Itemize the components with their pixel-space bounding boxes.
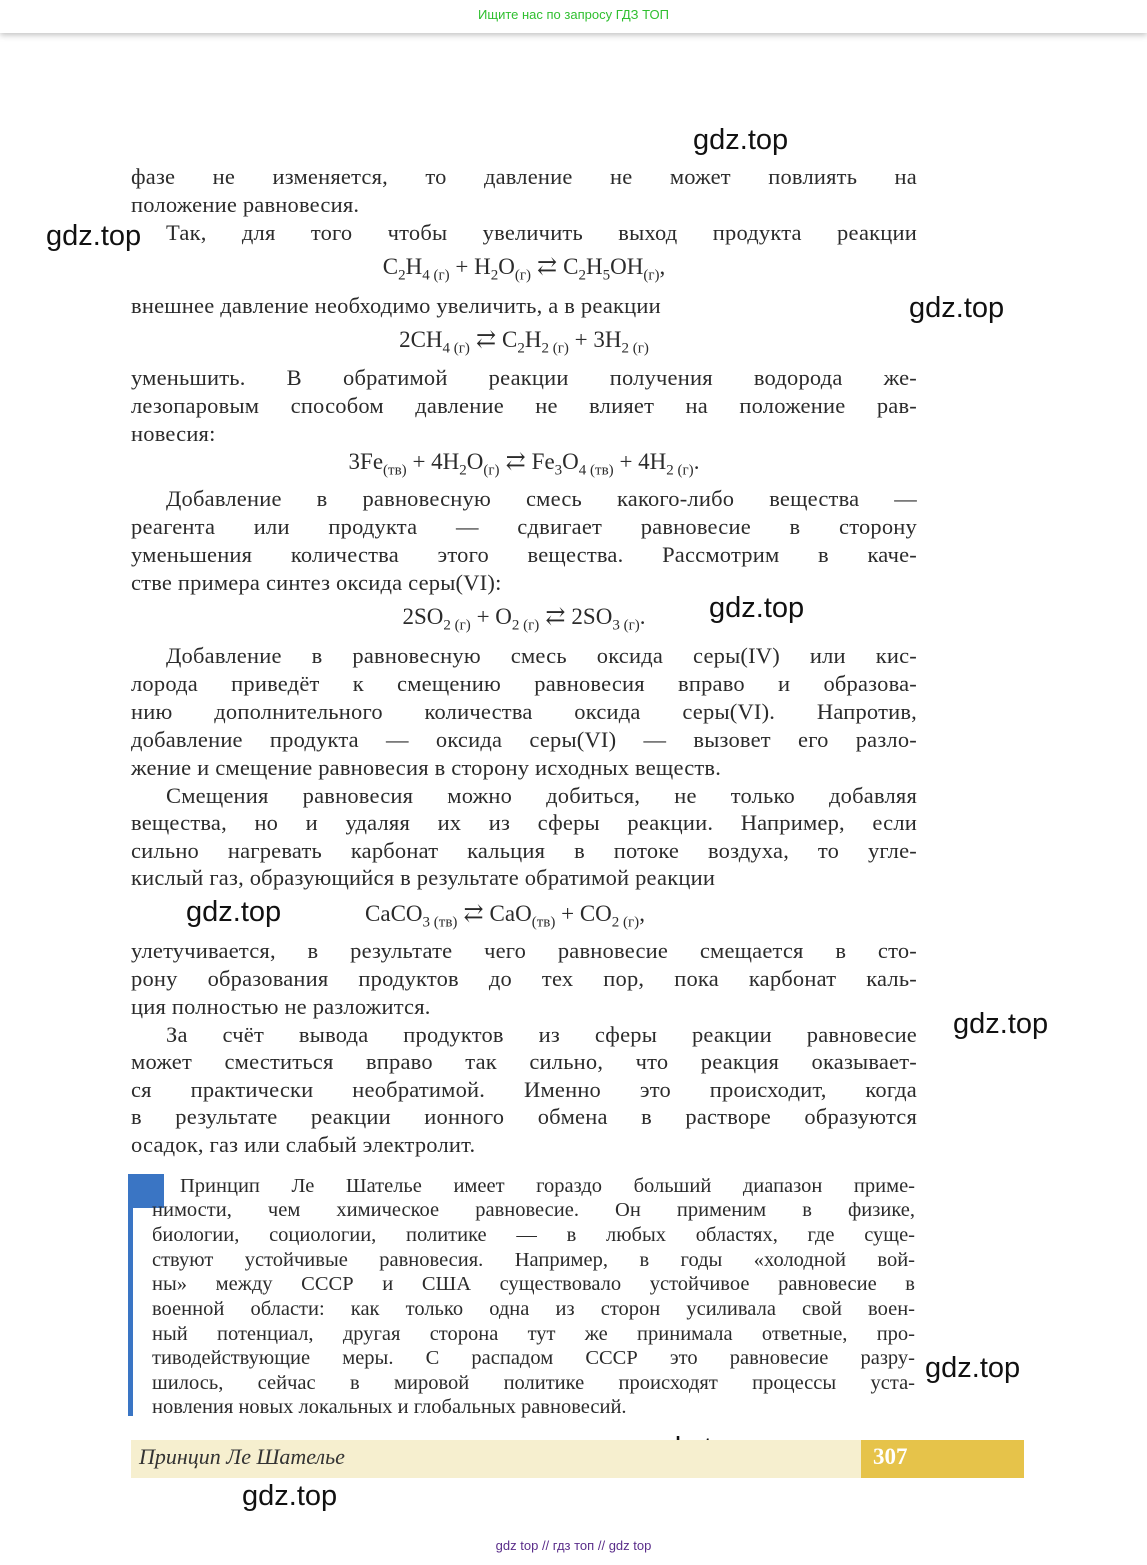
text-line: нию дополнительного количества оксида серы(VI). Напротив, (131, 699, 917, 724)
equilibrium-arrow-icon: ⇄ (463, 901, 484, 927)
watermark: gdz.top (953, 1008, 1049, 1040)
note-line: нимости, чем химическое равновесие. Он применим в физике, (152, 1199, 915, 1221)
text-line: лезопаровым способом давление не влияет на положение рав- (131, 393, 917, 418)
text-line: Смещения равновесия можно добиться, не только добавляя (166, 783, 917, 808)
text-line: Так, для того чтобы увеличить выход продукта реакции (166, 220, 917, 245)
watermark: gdz.top (709, 592, 805, 624)
note-line: ны» между СССР и США существовало устойчивое равновесие в (152, 1273, 915, 1295)
text-line: осадок, газ или слабый электролит. (131, 1132, 476, 1157)
text-line: уменьшить. В обратимой реакции получения водорода же- (131, 365, 917, 390)
footer-title: Принцип Ле Шателье (139, 1444, 345, 1469)
text-line: в результате реакции ионного обмена в растворе образуются (131, 1104, 917, 1129)
equation-4: $2SO_{2 (г)} + O_{2 (г)}$ ⇄ $2SO_{3 (г)}$. (402, 604, 646, 634)
text-line: Добавление в равновесную смесь какого-либо вещества — (166, 486, 917, 511)
note-line: тиводействующие меры. С распадом СССР это равновесие разру- (152, 1347, 915, 1369)
equilibrium-arrow-icon: ⇄ (475, 327, 497, 353)
page-footer (131, 1440, 1024, 1478)
note-line: биологии, социологии, политике — в любых областях, где суще- (152, 1224, 915, 1246)
bottom-links (0, 1538, 1147, 1553)
watermark: gdz.top (693, 124, 789, 156)
watermark: gdz.top (46, 220, 142, 252)
equation-5: CaCO$_{3 (тв)}$ ⇄ $CaO_{(тв)} + CO_{2 (г)}$, (365, 901, 645, 931)
bottom-link[interactable]: gdz top (608, 1538, 652, 1553)
note-line: шилось, сейчас в мировой политике происходят процессы уста- (152, 1372, 915, 1394)
equation-3: $3Fe_{(тв)} + 4H_2O_{(г)}$ ⇄ $Fe_3O_{4 (тв)} + 4H_{2 (г)}$. (348, 449, 700, 479)
top-banner (0, 0, 1147, 33)
text-line: лорода приведёт к смещению равновесия вправо и образова- (131, 671, 917, 696)
bottom-link[interactable]: gdz top (495, 1538, 539, 1553)
note-line: ный потенциал, другая сторона тут же принимала ответные, про- (152, 1323, 915, 1345)
note-line: военной области: как только одна из сторон усиливала свой воен- (152, 1298, 915, 1320)
page-number: 307 (873, 1444, 908, 1469)
text-line: реагента или продукта — сдвигает равновесие в сторону (131, 514, 917, 539)
note-line: ствуют устойчивые равновесия. Например, в годы «холодной вой- (152, 1249, 915, 1271)
text-line: фазе не изменяется, то давление не может повлиять на (131, 164, 917, 189)
text-line: стве примера синтез оксида серы(VI): (131, 570, 502, 595)
text-line: сильно нагревать карбонат кальция в потоке воздуха, то угле- (131, 838, 917, 863)
equilibrium-arrow-icon: ⇄ (545, 604, 566, 630)
text-line: кислый газ, образующийся в результате обратимой реакции (131, 865, 716, 890)
equilibrium-arrow-icon: ⇄ (505, 449, 526, 475)
text-line: ция полностью не разложится. (131, 994, 431, 1019)
equation-1: $C_2H_{4 (г)} + H_2O_{(г)}$ ⇄ $C_2H_5OH_{(г)}$, (382, 254, 666, 284)
separator: // (597, 1538, 606, 1553)
top-banner-text: Ищите нас по запросу ГДЗ ТОП (478, 7, 669, 22)
watermark: gdz.top (909, 292, 1005, 324)
equilibrium-arrow-icon: ⇄ (537, 254, 558, 280)
equation-2: $2CH_{4 (г)}$ ⇄ $C_2H_{2 (г)} + 3H_{2 (г)}$ (399, 327, 649, 357)
note-accent-bar (128, 1174, 133, 1416)
watermark: gdz.top (925, 1352, 1021, 1384)
text-line: вещества, но и удаляя их из сферы реакции. Например, если (131, 810, 917, 835)
text-line: ся практически необратимой. Именно это происходит, когда (131, 1077, 917, 1102)
text-line: рону образования продуктов до тех пор, пока карбонат каль- (131, 966, 917, 991)
text-line: может сместиться вправо так сильно, что реакция оказывает- (131, 1049, 917, 1074)
text-line: новесия: (131, 421, 216, 446)
note-line: новления новых локальных и глобальных равновесий. (152, 1396, 627, 1418)
text-line: внешнее давление необходимо увеличить, а в реакции (131, 293, 661, 318)
text-line: За счёт вывода продуктов из сферы реакции равновесие (166, 1022, 917, 1047)
note-line: Принцип Ле Шателье имеет гораздо больший диапазон приме- (180, 1175, 915, 1197)
bottom-link[interactable]: гдз топ (552, 1538, 595, 1553)
text-line: Добавление в равновесную смесь оксида серы(IV) или кис- (166, 643, 917, 668)
text-line: уменьшения количества этого вещества. Рассмотрим в каче- (131, 542, 917, 567)
separator: // (541, 1538, 550, 1553)
text-line: положение равновесия. (131, 192, 360, 217)
page-number-box (861, 1440, 1024, 1478)
text-line: добавление продукта — оксида серы(VI) — вызовет его разло- (131, 727, 917, 752)
watermark: gdz.top (242, 1480, 338, 1512)
watermark: gdz.top (186, 896, 282, 928)
text-line: улетучивается, в результате чего равновесие смещается в сто- (131, 938, 917, 963)
text-line: жение и смещение равновесия в сторону исходных веществ. (131, 755, 722, 780)
